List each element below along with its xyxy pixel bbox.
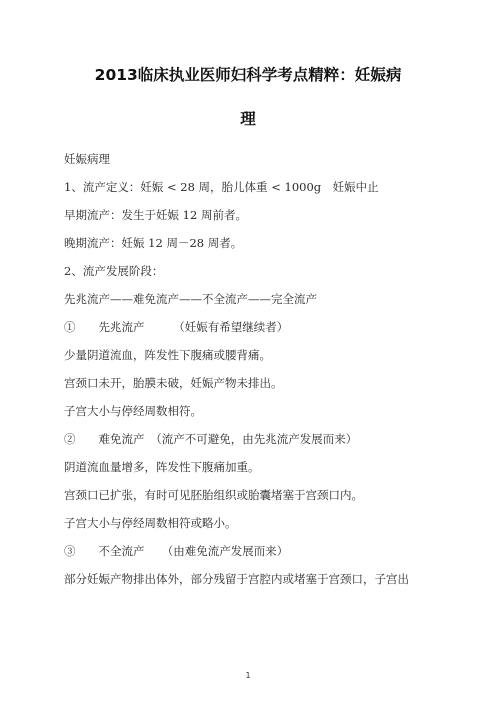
paragraph-incomplete-description: 部分妊娠产物排出体外，部分残留于宫腔内或堵塞于宫颈口，子宫出 xyxy=(64,572,409,586)
paragraph-threatened-cervix: 宫颈口未开，胎膜未破，妊娠产物未排出。 xyxy=(64,376,283,390)
paragraph-inevitable-uterus: 子宫大小与停经周数相符或略小。 xyxy=(64,516,237,530)
paragraph-inevitable-abortion: ② 难免流产 （流产不可避免，由先兆流产发展而来） xyxy=(64,432,358,446)
paragraph-threatened-uterus: 子宫大小与停经周数相符。 xyxy=(64,404,202,418)
paragraph-inevitable-cervix: 宫颈口已扩张，有时可见胚胎组织或胎囊堵塞于宫颈口内。 xyxy=(64,488,363,502)
paragraph-threatened-bleeding: 少量阴道流血，阵发性下腹痛或腰背痛。 xyxy=(64,348,271,362)
paragraph-stages-sequence: 先兆流产——难免流产——不全流产——完全流产 xyxy=(64,292,317,306)
page-number: 1 xyxy=(245,671,251,680)
paragraph-incomplete-abortion: ③ 不全流产 （由难免流产发展而来） xyxy=(64,544,289,558)
document-title-line-1: 2013临床执业医师妇科学考点精粹：妊娠病 xyxy=(94,66,402,84)
paragraph-threatened-abortion: ① 先兆流产 （妊娠有希望继续者） xyxy=(64,320,289,334)
paragraph-late-abortion: 晚期流产：妊娠 12 周－28 周者。 xyxy=(64,236,243,250)
section-heading: 妊娠病理 xyxy=(64,152,110,166)
paragraph-definition: 1、流产定义：妊娠 < 28 周，胎儿体重 < 1000g 妊娠中止 xyxy=(64,180,379,194)
paragraph-early-abortion: 早期流产：发生于妊娠 12 周前者。 xyxy=(64,208,247,222)
paragraph-inevitable-bleeding: 阴道流血量增多，阵发性下腹痛加重。 xyxy=(64,460,260,474)
paragraph-stages-heading: 2、流产发展阶段： xyxy=(64,264,164,278)
document-title-line-2: 理 xyxy=(240,110,256,128)
